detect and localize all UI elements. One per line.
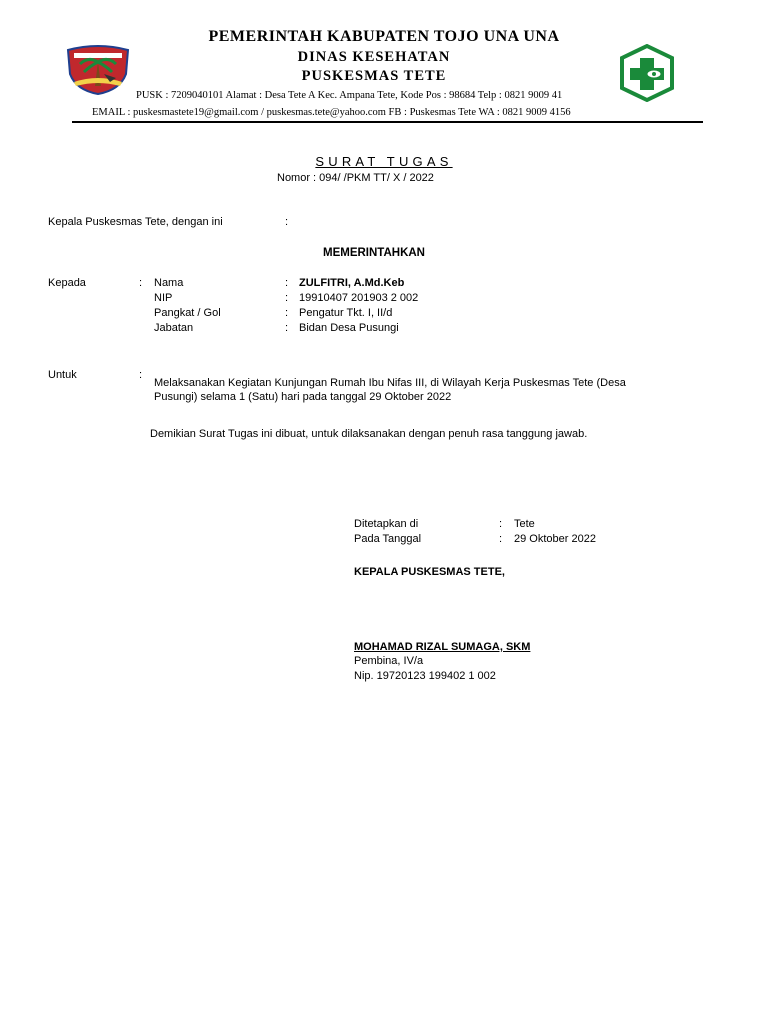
letterhead-contact: EMAIL : puskesmastete19@gmail.com / puskesmas.tete@yahoo.com FB : Puskesmas Tete WA : 0821 9009 4156 [92, 107, 571, 118]
letterhead-puskesmas: PUSKESMAS TETE [301, 68, 447, 84]
signatory-position: KEPALA PUSKESMAS TETE, [354, 566, 505, 578]
field-label-pangkat: Pangkat / Gol [154, 307, 221, 319]
untuk-text: Melaksanakan Kegiatan Kunjungan Rumah Ibu Nifas III, di Wilayah Kerja Puskesmas Tete (Desa Pusungi) selama 1 (Satu) hari pada tanggal 29 Oktober 2022 [154, 377, 626, 403]
field-colon-pangkat: : [285, 307, 289, 319]
letterhead-divider [72, 121, 703, 123]
date-colon: : [499, 533, 503, 545]
date-value: 29 Oktober 2022 [514, 533, 596, 545]
intro-text: Kepala Puskesmas Tete, dengan ini [48, 216, 223, 228]
letter-number: Nomor : 094/ /PKM TT/ X / 2022 [277, 172, 434, 184]
field-value-jabatan: Bidan Desa Pusungi [299, 322, 399, 334]
letterhead-government: PEMERINTAH KABUPATEN TOJO UNA UNA [208, 28, 560, 45]
place-value: Tete [514, 518, 535, 530]
intro-colon: : [285, 216, 289, 228]
field-colon-jabatan: : [285, 322, 289, 334]
kepada-label: Kepada [48, 277, 86, 289]
field-colon-nama: : [285, 277, 289, 289]
untuk-colon: : [139, 369, 143, 381]
field-value-nama: ZULFITRI, A.Md.Keb [299, 277, 405, 289]
letterhead-department: DINAS KESEHATAN [297, 49, 451, 65]
field-value-pangkat: Pengatur Tkt. I, II/d [299, 307, 393, 319]
place-label: Ditetapkan di [354, 518, 419, 530]
untuk-label: Untuk [48, 369, 77, 381]
signatory-name: MOHAMAD RIZAL SUMAGA, SKM [354, 641, 531, 653]
date-label: Pada Tanggal [354, 533, 422, 545]
field-value-nip: 19910407 201903 2 002 [299, 292, 419, 304]
field-colon-nip: : [285, 292, 289, 304]
place-colon: : [499, 518, 503, 530]
signatory-rank: Pembina, IV/a [354, 655, 424, 667]
command-heading: MEMERINTAHKAN [322, 247, 425, 259]
field-label-jabatan: Jabatan [154, 322, 194, 334]
letter-title: SURAT TUGAS [315, 154, 453, 169]
field-label-nip: NIP [154, 292, 173, 304]
field-label-nama: Nama [154, 277, 184, 289]
signatory-nip: Nip. 19720123 199402 1 002 [354, 670, 496, 682]
kepada-colon: : [139, 277, 143, 289]
closing-statement: Demikian Surat Tugas ini dibuat, untuk dilaksanakan dengan penuh rasa tanggung jawab. [150, 428, 588, 440]
letterhead-address: PUSK : 7209040101 Alamat : Desa Tete A Kec. Ampana Tete, Kode Pos : 98684 Telp : 0821 9009 41 [136, 90, 563, 101]
